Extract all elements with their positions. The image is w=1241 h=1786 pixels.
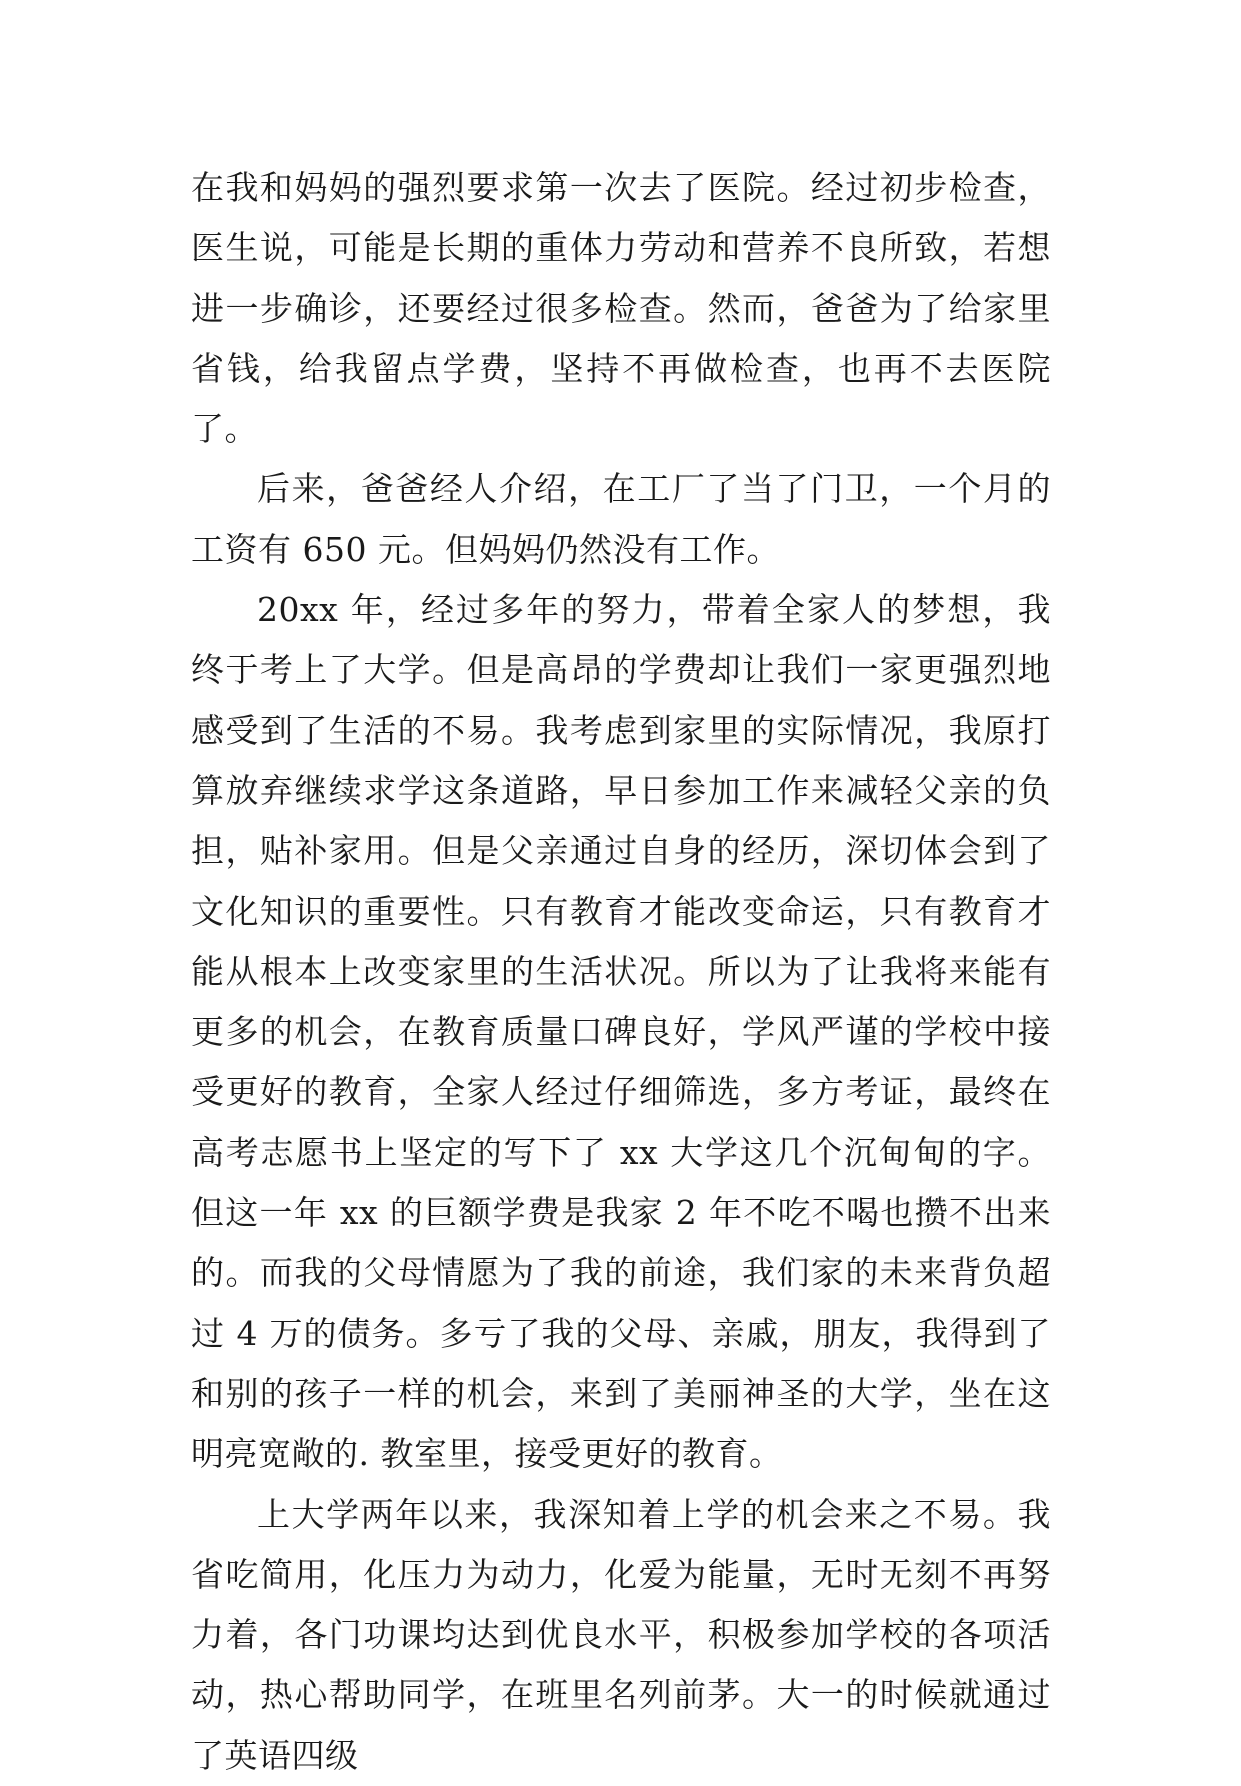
paragraph-2: 后来，爸爸经人介绍，在工厂了当了门卫，一个月的工资有 650 元。但妈妈仍然没有工作。 xyxy=(191,469,1051,569)
body-text xyxy=(191,158,1051,1786)
paragraph-1: 在我和妈妈的强烈要求第一次去了医院。经过初步检查，医生说，可能是长期的重体力劳动和营养不良所致，若想进一步确诊，还要经过很多检查。然而，爸爸为了给家里省钱，给我留点学费，坚持不再做检查，也再不去医院了。 xyxy=(191,168,1051,449)
paragraph-4: 上大学两年以来，我深知着上学的机会来之不易。我省吃简用，化压力为动力，化爱为能量，无时无刻不再努力着，各门功课均达到优良水平，积极参加学校的各项活动，热心帮助同学，在班里名列前茅。大一的时候就通过了英语四级 xyxy=(191,1494,1051,1775)
paragraph-3: 20xx 年，经过多年的努力，带着全家人的梦想，我终于考上了大学。但是高昂的学费却让我们一家更强烈地感受到了生活的不易。我考虑到家里的实际情况，我原打算放弃继续求学这条道路，早日参加工作来减轻父亲的负担，贴补家用。但是父亲通过自身的经历，深切体会到了文化知识的重要性。只有教育才能改变命运，只有教育才能从根本上改变家里的生活状况。所以为了让我将来能有更多的机会，在教育质量口碑良好，学风严谨的学校中接受更好的教育，全家人经过仔细筛选，多方考证，最终在高考志愿书上坚定的写下了 xx 大学这几个沉甸甸的字。但这一年 xx 的巨额学费是我家 2 年不吃不喝也攒不出来的。而我的父母情愿为了我的前途，我们家的未来背负超过 4 万的债务。多亏了我的父母、亲戚，朋友，我得到了和别的孩子一样的机会，来到了美丽神圣的大学，坐在这明亮宽敞的. 教室里，接受更好的教育。 xyxy=(191,590,1051,1474)
